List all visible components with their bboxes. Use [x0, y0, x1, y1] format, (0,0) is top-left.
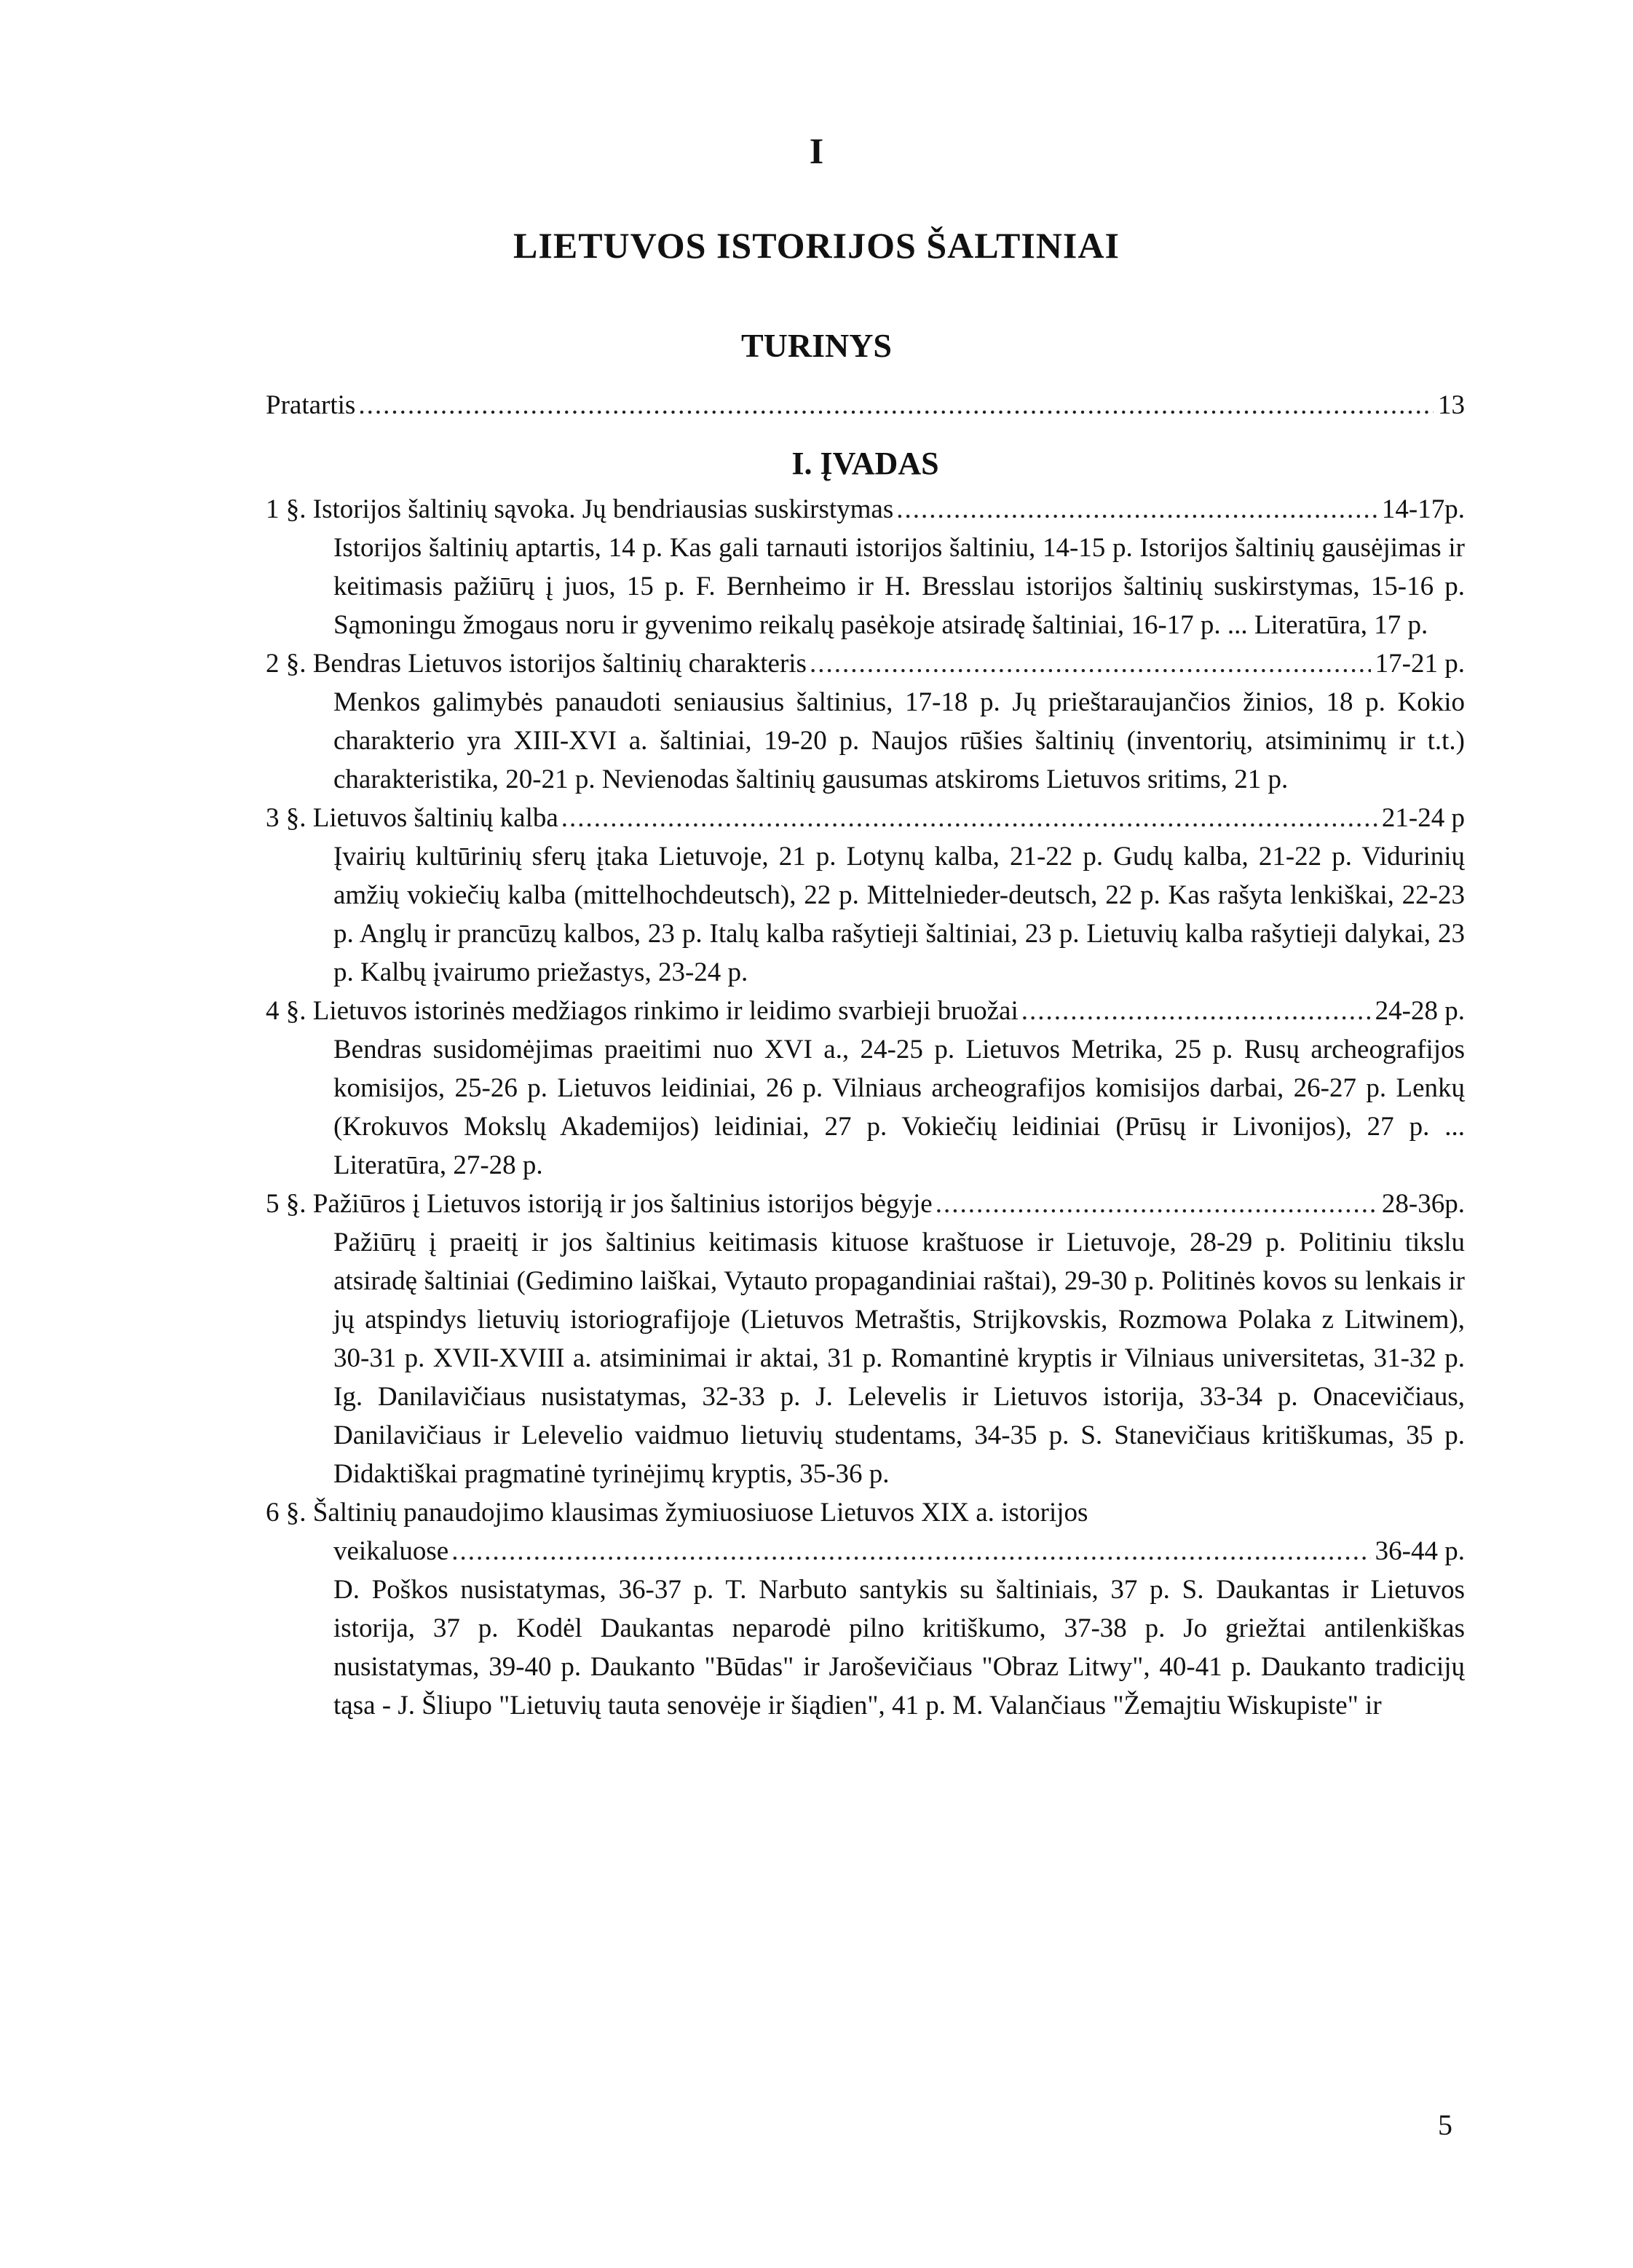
toc-section-5 — [266, 1185, 1465, 1493]
section-title: Lietuvos šaltinių kalba — [312, 803, 558, 833]
part-numeral: I — [809, 130, 824, 171]
toc-section-3 — [266, 799, 1465, 992]
dot-leader — [810, 644, 1371, 683]
section-title-continuation: veikaluose — [333, 1536, 449, 1566]
section-heading — [266, 1185, 933, 1223]
section-number: 3 §. — [266, 803, 307, 833]
page-number: 5 — [1438, 2109, 1452, 2141]
chapter-heading: I. ĮVADAS — [791, 446, 939, 481]
section-heading — [266, 992, 1019, 1030]
section-summary: Bendras susidomėjimas praeitimi nuo XVI a., 24-25 p. Lietuvos Metrika, 25 p. Rusų archeografijos komisijos, 25-26 p. Lietuvos leidiniai, 26 p. Vilniaus archeografijos komisijos darbai, 26-27 p. Lenkų (Krokuvos Mokslų Akademijos) leidiniai, 27 p. Vokiečių leidiniai (Prūsų ir Livonijos), 27 p. ... Literatūra, 27-28 p. — [333, 1035, 1465, 1180]
section-number: 4 §. — [266, 996, 307, 1026]
dot-leader — [896, 490, 1377, 529]
section-title: Lietuvos istorinės medžiagos rinkimo ir leidimo svarbieji bruožai — [312, 996, 1019, 1026]
section-heading-continuation — [266, 1532, 1465, 1570]
toc-section-6 — [266, 1493, 1465, 1725]
toc-section-4 — [266, 992, 1465, 1185]
section-title: Šaltinių panaudojimo klausimas žymiuosiuose Lietuvos XIX a. istorijos — [312, 1498, 1088, 1528]
section-title: Istorijos šaltinių sąvoka. Jų bendriausias suskirstymas — [312, 494, 894, 524]
section-pages: 36-44 p. — [1375, 1536, 1465, 1566]
dot-leader — [451, 1532, 1370, 1570]
section-number: 5 §. — [266, 1189, 307, 1219]
section-summary: D. Poškos nusistatymas, 36-37 p. T. Narbuto santykis su šaltiniais, 37 p. S. Daukantas ir Lietuvos istorija, 37 p. Kodėl Daukantas neparodė pilno kritiškumo, 37-38 p. Jo griežtai antilenkiškas nusistatymas, 39-40 p. Daukanto "Būdas" ir Jaroševičiaus "Obraz Litwy", 40-41 p. Daukanto tradicijų tąsa - J. Šliupo "Lietuvių tauta senovėje ir šiądien", 41 p. M. Valančiaus "Žemajtiu Wiskupiste" ir — [333, 1575, 1465, 1720]
section-heading-line — [266, 644, 1465, 683]
section-number: 2 §. — [266, 649, 307, 679]
section-heading-line — [266, 1493, 1465, 1532]
toc-entry-page: 13 — [1438, 390, 1465, 420]
section-heading-line — [266, 799, 1465, 837]
section-pages: 21-24 p — [1381, 803, 1465, 833]
section-number: 6 §. — [266, 1498, 307, 1528]
section-summary: Įvairių kultūrinių sferų įtaka Lietuvoje, 21 p. Lotynų kalba, 21-22 p. Gudų kalba, 21-22 p. Vidurinių amžių vokiečių kalba (mittelhochdeutsch), 22 p. Mittelnieder-deutsch, 22 p. Kas rašyta lenkiškai, 22-23 p. Anglų ir prancūzų kalbos, 23 p. Italų kalba rašytieji šaltiniai, 23 p. Lietuvių kalba rašytieji dalykai, 23 p. Kalbų įvairumo priežastys, 23-24 p. — [333, 842, 1465, 987]
section-heading — [266, 490, 893, 529]
section-pages: 14-17p. — [1381, 494, 1465, 524]
toc-entry-preface — [266, 386, 1465, 424]
section-heading-line — [266, 992, 1465, 1030]
part-title: LIETUVOS ISTORIJOS ŠALTINIAI — [513, 225, 1120, 266]
dot-leader — [358, 386, 1434, 424]
section-heading — [266, 799, 558, 837]
section-number: 1 §. — [266, 494, 307, 524]
section-summary: Pažiūrų į praeitį ir jos šaltinius keitimasis kituose kraštuose ir Lietuvoje, 28-29 p. Politiniu tikslu atsiradę šaltiniai (Gedimino laiškai, Vytauto propagandiniai raštai), 29-30 p. Politinės kovos su lenkais ir jų atspindys lietuvių istoriografijoje (Lietuvos Metraštis, Strijkovskis, Rozmowa Polaka z Litwinem), 30-31 p. XVII-XVIII a. atsiminimai ir aktai, 31 p. Romantinė kryptis ir Vilniaus universitetas, 31-32 p. Ig. Danilavičiaus nusistatymas, 32-33 p. J. Lelevelis ir Lietuvos istorija, 33-34 p. Onacevičiaus, Danilavičiaus ir Lelevelio vaidmuo lietuvių studentams, 34-35 p. S. Stanevičiaus kritiškumas, 35 p. Didaktiškai pragmatinė tyrinėjimų kryptis, 35-36 p. — [333, 1228, 1465, 1489]
section-title: Pažiūros į Lietuvos istoriją ir jos šaltinius istorijos bėgyje — [312, 1189, 933, 1219]
section-heading-line — [266, 1185, 1465, 1223]
section-pages: 17-21 p. — [1375, 649, 1465, 679]
toc-section-1 — [266, 490, 1465, 644]
section-heading-line — [266, 490, 1465, 529]
toc-section-2 — [266, 644, 1465, 799]
section-list — [266, 490, 1465, 1725]
section-heading — [266, 1493, 1088, 1532]
toc-entry-label: Pratartis — [266, 390, 356, 420]
section-summary: Istorijos šaltinių aptartis, 14 p. Kas gali tarnauti istorijos šaltiniu, 14-15 p. Istorijos šaltinių gausėjimas ir keitimasis pažiūrų į juos, 15 p. F. Bernheimo ir H. Bresslau istorijos šaltinių suskirstymas, 15-16 p. Sąmoningu žmogaus noru ir gyvenimo reikalų pasėkoje atsiradę šaltiniai, 16-17 p. ... Literatūra, 17 p. — [333, 533, 1465, 640]
section-summary: Menkos galimybės panaudoti seniausius šaltinius, 17-18 p. Jų prieštaraujančios žinios, 18 p. Kokio charakterio yra XIII-XVI a. šaltiniai, 19-20 p. Naujos rūšies šaltinių (inventorių, atsiminimų ir t.t.) charakteristika, 20-21 p. Nevienodas šaltinių gausumas atskiroms Lietuvos sritims, 21 p. — [333, 687, 1465, 794]
toc-heading: TURINYS — [740, 327, 893, 364]
dot-leader — [1021, 992, 1371, 1030]
dot-leader — [936, 1185, 1377, 1223]
section-pages: 24-28 p. — [1375, 996, 1465, 1026]
section-pages: 28-36p. — [1381, 1189, 1465, 1219]
table-of-contents — [266, 386, 1465, 1725]
section-heading — [266, 644, 807, 683]
dot-leader — [561, 799, 1377, 837]
section-title: Bendras Lietuvos istorijos šaltinių charakteris — [312, 649, 807, 679]
